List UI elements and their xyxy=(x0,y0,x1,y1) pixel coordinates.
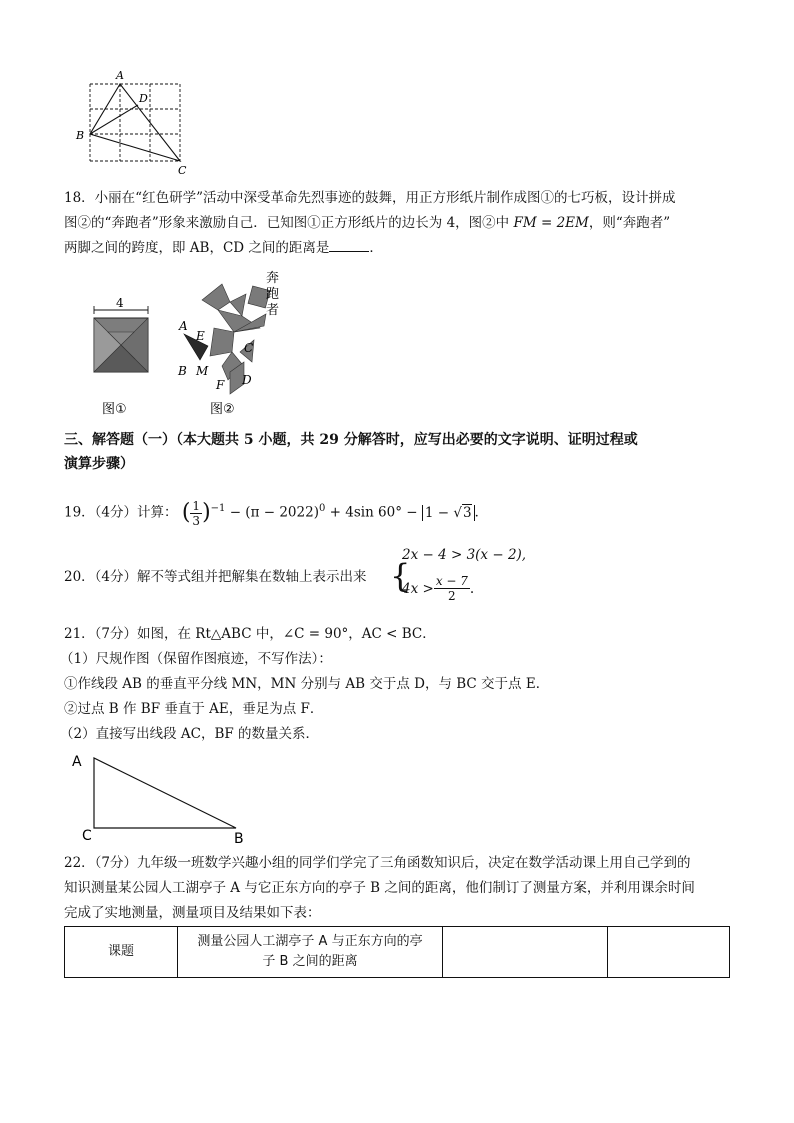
q20-ineq2-num: x − 7 xyxy=(435,574,468,588)
q19-sqrt3: 3 xyxy=(462,504,472,521)
q21-label-c: C xyxy=(82,828,92,844)
section3-line2: 演算步骤） xyxy=(64,456,134,472)
q22-line1: 22．（7分）九年级一班数学兴趣小组的同学们学完了三角函数知识后，决定在数学活动课上用自己学到的 xyxy=(64,855,691,871)
q20-ineq1: 2x − 4 > 3(x − 2), xyxy=(402,547,527,563)
fig17-label-d: D xyxy=(139,92,148,105)
answer-blank xyxy=(329,237,369,252)
q18-line2 xyxy=(64,212,670,234)
fig17-label-c: C xyxy=(178,164,187,177)
fig2-title-1: 奔 xyxy=(266,271,280,286)
fig2-label-f: F xyxy=(216,378,225,392)
fig2-label-b: B xyxy=(178,364,187,378)
table-cell-topic-label: 课题 xyxy=(65,927,178,978)
q21-label-b: B xyxy=(234,831,244,847)
q19-prefix: 19．（4分）计算： xyxy=(64,504,178,521)
measurement-table xyxy=(64,926,730,978)
fig17-label-b: B xyxy=(76,129,85,142)
q18-line2b: ，则“奔跑者” xyxy=(588,215,671,231)
table-cell-topic xyxy=(178,927,443,978)
q20-prefix: 20．（4分）解不等式组并把解集在数轴上表示出来 xyxy=(64,569,367,585)
q20-ineq2-den: 2 xyxy=(448,589,456,603)
q19-expr-b: + 4sin 60° − xyxy=(325,504,422,521)
q19: 19．（4分）计算： ( $\frac{1}{3}$ )$^{-1} - (\pi - 2022)^0 + 4\sin$ 60° − 1 − √3 ． xyxy=(64,498,489,528)
table-cell-empty-2 xyxy=(608,927,730,978)
table-row xyxy=(65,927,730,978)
q19-frac-num: 1 xyxy=(192,498,201,513)
tangram-figure-1 xyxy=(88,298,160,424)
q22-line2: 知识测量某公园人工湖亭子 A 与它正东方向的亭子 B 之间的距离，他们制订了测量方案，并利用课余时间 xyxy=(64,880,695,896)
q19-end: ． xyxy=(474,504,489,521)
fig1-side: 4 xyxy=(116,298,124,310)
q18-line1: 18．小丽在“红色研学”活动中深受革命先烈事迹的鼓舞，用正方形纸片制作成图①的七巧板，设计拼成 xyxy=(64,190,676,206)
fig2-label-d: D xyxy=(242,373,252,387)
q21-line4: ②过点 B 作 BF 垂直于 AE，垂足为点 F． xyxy=(64,701,324,717)
section3-line1: 三、解答题（一）（本大题共 5 小题，共 29 分解答时，应写出必要的文字说明、证明过程或 xyxy=(64,432,638,448)
q21-line3: ①作线段 AB 的垂直平分线 MN，MN 分别与 AB 交于点 D，与 BC 交于点 E． xyxy=(64,676,550,692)
fig2-title-2: 跑 xyxy=(266,287,280,302)
q19-frac-den: 3 xyxy=(192,513,201,528)
fig17-label-a: A xyxy=(116,69,124,82)
q21-triangle-figure xyxy=(68,748,258,848)
q20-ineq2 xyxy=(402,574,474,603)
q20-ineq2-end: . xyxy=(469,580,475,597)
q18-line3-text: 两脚之间的跨度，即 AB，CD 之间的距离是 xyxy=(64,240,330,256)
q21-label-a: A xyxy=(72,754,82,770)
q21-line1: 21．（7分）如图，在 Rt△ABC 中，∠C = 90°，AC < BC． xyxy=(64,626,436,642)
tangram-figure-2 xyxy=(170,266,290,424)
table-cell-empty-1 xyxy=(443,927,608,978)
q19-exp0: 0 xyxy=(318,503,326,514)
q18-math: FM = 2EM xyxy=(513,215,589,231)
q22-line3: 完成了实地测量，测量项目及结果如下表： xyxy=(64,905,321,921)
q21-line2: （1）尺规作图（保留作图痕迹，不写作法）： xyxy=(60,651,332,667)
q20-brace: { xyxy=(390,557,411,595)
fig2-label-e: E xyxy=(196,329,205,343)
table-cell-topic-line2: 子 B 之间的距离 xyxy=(262,954,358,969)
q20-ineq2-left: 4x > xyxy=(402,580,434,597)
q18-line2a: 图②的“奔跑者”形象来激励自己．已知图①正方形纸片的边长为 4，图②中 xyxy=(64,215,514,231)
fig2-caption: 图② xyxy=(210,402,235,417)
q18-line3 xyxy=(64,237,383,259)
fig2-label-c: C xyxy=(244,341,254,355)
fig2-label-a: A xyxy=(179,319,188,333)
fig2-title-3: 者 xyxy=(266,303,280,318)
q17-figure xyxy=(70,68,190,178)
q19-abs-inner: 1 − xyxy=(424,504,454,521)
fig1-caption: 图① xyxy=(102,402,127,417)
q19-expr-a: − (π − 2022) xyxy=(229,504,319,521)
q19-exp-neg1: −1 xyxy=(210,503,226,514)
fig2-label-m: M xyxy=(196,364,209,378)
q18-line3-end: ． xyxy=(369,240,383,256)
q21-line5: （2）直接写出线段 AC，BF 的数量关系． xyxy=(60,726,320,742)
table-cell-topic-line1: 测量公园人工湖亭子 A 与正东方向的亭 xyxy=(197,934,423,949)
